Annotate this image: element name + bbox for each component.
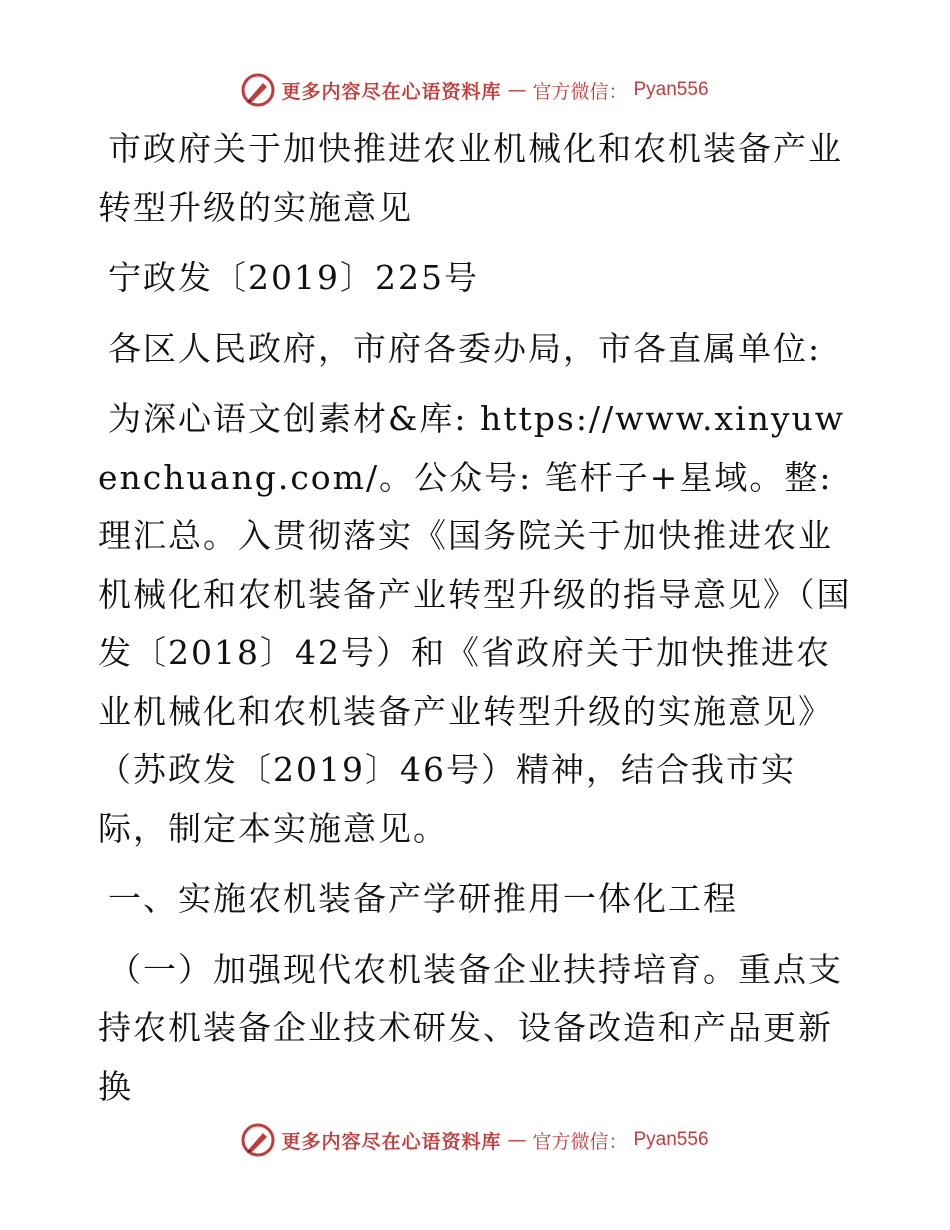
footer-watermark-banner [0,1120,950,1160]
banner-text: 更多内容尽在心语资料库 [281,80,502,103]
banner-separator: — [507,79,527,101]
banner-contact-label: 官方微信： [532,1130,628,1153]
document-intro-paragraph: 为深心语文创素材&库: https://www.xinyuwenchuang.com/。公众号: 笔杆子+星域。整:理汇总。入贯彻落实《国务院关于加快推进农业机械化和农机装备产业转型升级的指导意见》（国发〔2018〕42号）和《省政府关于加快推进农业机械化和农机装备产业转型升级的实施意见》（苏政发〔2019〕46号）精神，结合我市实际，制定本实施意见。 [98,399,852,848]
section-heading: 一、实施农机装备产学研推用一体化工程 [108,879,738,918]
document-title: 市政府关于加快推进农业机械化和农机装备产业转型升级的实施意见 [98,129,843,227]
document-number: 宁政发〔2019〕225号 [108,258,479,297]
subsection-paragraph: （一）加强现代农机装备企业扶持培育。重点支持农机装备企业技术研发、设备改造和产品更新换 [98,949,843,1106]
document-body [98,120,858,1116]
banner-separator: — [507,1129,527,1151]
pen-logo-icon [241,1123,275,1157]
header-watermark-banner [0,70,950,110]
banner-text: 更多内容尽在心语资料库 [281,1130,502,1153]
pen-logo-icon [241,73,275,107]
document-addressee: 各区人民政府，市府各委办局，市各直属单位: [108,328,822,368]
banner-contact-id: Pyan556 [633,79,709,100]
banner-contact-label: 官方微信： [532,80,628,103]
banner-contact-id: Pyan556 [633,1129,709,1150]
